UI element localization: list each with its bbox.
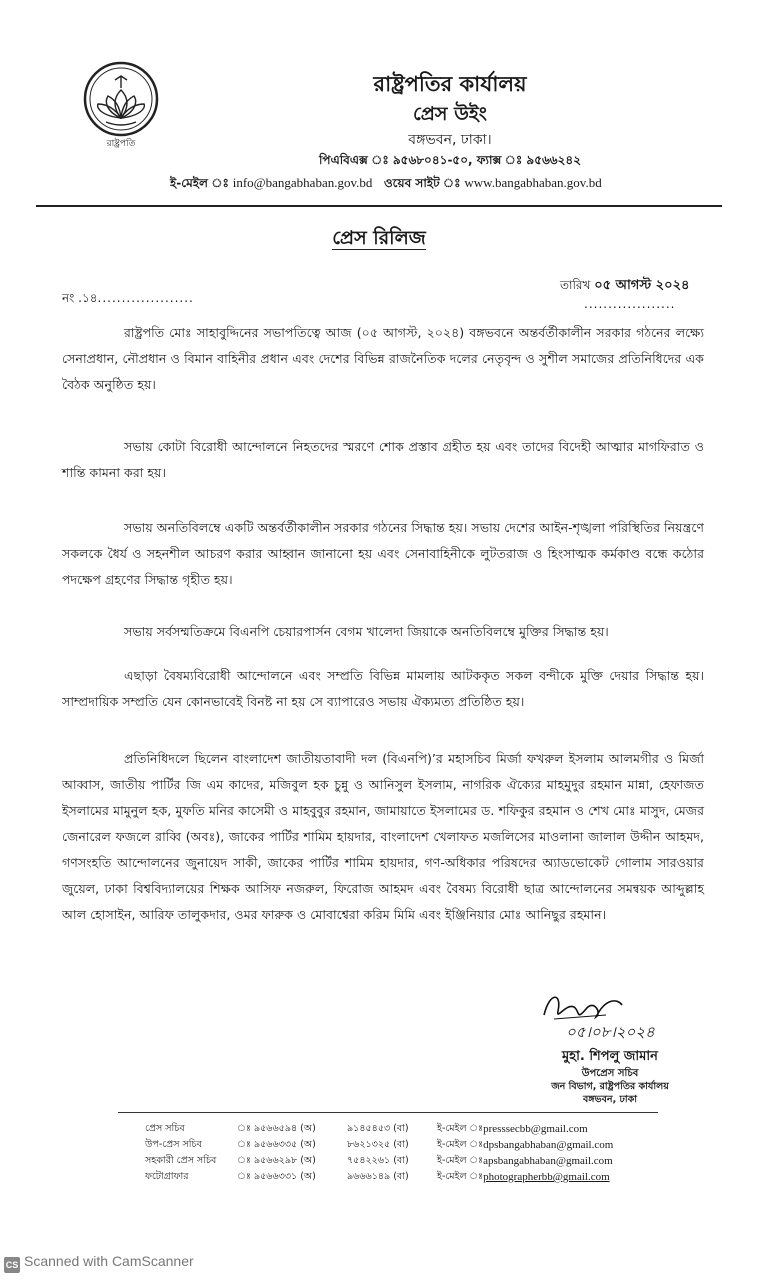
email-label: ই-মেইল ঃ — [170, 176, 229, 190]
reference-number: নং .১৪.................... — [62, 291, 194, 305]
header-divider — [36, 205, 722, 207]
footer-email: apsbangabhaban@gmail.com — [483, 1155, 613, 1167]
footer-phone-home: ৭৫৪২২৬১ (বা) — [347, 1154, 409, 1166]
footer-role: ফটোগ্রাফার — [145, 1170, 189, 1182]
footer-role: উপ-প্রেস সচিব — [145, 1138, 202, 1150]
press-wing-title: প্রেস উইং — [413, 103, 487, 125]
signatory-designation: উপপ্রেস সচিব — [581, 1068, 639, 1079]
document-title-text: প্রেস রিলিজ — [332, 227, 426, 249]
reference-value: ১৪ — [81, 291, 98, 305]
footer-phone-home: ৯৬৬৬১৪৯ (বা) — [347, 1170, 409, 1182]
paragraph-text: প্রতিনিধিদলে ছিলেন বাংলাদেশ জাতীয়তাবাদী দল (বিএনপি)’র মহাসচিব মির্জা ফখরুল ইসলাম আলমগীর ও মির্জা আব্বাস, জাতীয় পার্টির জি এম কাদের, মজিবুল হক চুন্নু ও আনিসুল ইসলাম, নাগরিক ঐক্যের মাহমুদুর রহমান মান্না, হেফাজত ইসলামের মামুনুল হক, মুফতি মনির কাসেমী ও মাহবুবুর রহমান, জামায়াতে ইসলামের ড. শফিকুর রহমান ও শেখ মোঃ মাসুদ, মেজর জেনারেল ফজলে রাব্বি (অবঃ), জাকের পার্টির শামিম হায়দার, বাংলাদেশ খেলাফত মজলিসের মাওলানা জালাল উদ্দীন আহমদ, গণসংহতি আন্দোলনের জুনায়েদ সাকী, জাকের পার্টির শামিম হায়দার, গণ-অধিকার পরিষদের অ্যাডভোকেট গোলাম সারওয়ার জুয়েল, ঢাকা বিশ্ববিদ্যালয়ের শিক্ষক আসিফ নজরুল, ফিরোজ আহমদ এবং বৈষম্য বিরোধী ছাত্র আন্দোলনের সমন্বয়ক আব্দুল্লাহ আল হোসাইন, আরিফ তালুকদার, ওমর ফারুক ও মোবাশ্বেরা করিম মিমি এবং ইঞ্জিনিয়ার মোঃ আনিছুর রহমান। — [62, 751, 704, 922]
email-address: info@bangabhaban.gov.bd — [232, 175, 373, 190]
footer-phone-home: ৮৬২১৩২৫ (বা) — [347, 1138, 409, 1150]
camscanner-logo-icon: CS — [4, 1257, 20, 1273]
footer-email: presssecbb@gmail.com — [483, 1123, 588, 1135]
signatory-place: বঙ্গভবন, ঢাকা — [582, 1094, 638, 1105]
footer-phone-home: ৯১৪৫৪৫৩ (বা) — [347, 1122, 409, 1134]
footer-email: photographerbb@gmail.com — [483, 1171, 610, 1183]
signatory-department: জন বিভাগ, রাষ্ট্রপতির কার্যালয় — [551, 1081, 669, 1092]
watermark-text: Scanned with CamScanner — [24, 1253, 194, 1269]
paragraph-text: সভায় সর্বসম্মতিক্রমে বিএনপি চেয়ারপার্সন বেগম খালেদা জিয়াকে অনতিবিলম্বে মুক্তির সিদ্ধান্ত হয়। — [124, 624, 609, 639]
paragraph-3 — [62, 515, 704, 593]
office-title: রাষ্ট্রপতির কার্যালয় — [373, 72, 527, 96]
seal-caption: রাষ্ট্রপতি — [106, 139, 136, 149]
paragraph-4 — [62, 619, 704, 645]
signature-handwriting — [536, 985, 686, 1040]
footer-email-label: ই-মেইল ঃ — [437, 1154, 484, 1166]
date-label: তারিখ — [560, 278, 591, 292]
footer-row — [145, 1121, 613, 1137]
office-address: বঙ্গভবন, ঢাকা। — [408, 132, 492, 148]
footer-role: প্রেস সচিব — [145, 1122, 185, 1134]
footer-contacts — [145, 1121, 613, 1185]
release-date — [560, 276, 689, 311]
footer-row — [145, 1169, 613, 1185]
footer-phone-office: ঃ ৯৫৬৬২৯৮ (অ) — [237, 1154, 316, 1166]
footer-phone-office: ঃ ৯৫৬৬৫৯৪ (অ) — [237, 1122, 316, 1134]
reference-label: নং — [62, 291, 75, 305]
paragraph-2 — [62, 434, 704, 486]
paragraph-text: রাষ্ট্রপতি মোঃ সাহাবুদ্দিনের সভাপতিত্বে আজ (০৫ আগস্ট, ২০২৪) বঙ্গভবনে অন্তর্বর্তীকালীন সরকার গঠনের লক্ষ্যে সেনাপ্রধান, নৌপ্রধান ও বিমান বাহিনীর প্রধান এবং দেশের বিভিন্ন রাজনৈতিক দলের নেতৃবৃন্দ ও সুশীল সমাজের প্রতিনিধিদের এক বৈঠক অনুষ্ঠিত হয়। — [62, 325, 704, 392]
signature-date: ০৫।০৮।২০২৪ — [566, 1023, 655, 1040]
footer-email: dpsbangabhaban@gmail.com — [483, 1139, 614, 1151]
footer-row — [145, 1153, 613, 1169]
footer-phone-office: ঃ ৯৫৬৬৩৩৫ (অ) — [237, 1138, 316, 1150]
footer-divider — [118, 1112, 658, 1113]
footer-row — [145, 1137, 613, 1153]
contact-line — [170, 175, 602, 195]
footer-email-label: ই-মেইল ঃ — [437, 1170, 484, 1182]
paragraph-text: এছাড়া বৈষম্যবিরোধী আন্দোলনে এবং সম্প্রতি বিভিন্ন মামলায় আটককৃত সকল বন্দীকে মুক্তি দেয়ার সিদ্ধান্ত হয়। সাম্প্রদায়িক সম্প্রতি যেন কোনভাবেই বিনষ্ট না হয় সে ব্যাপারেও সভায় ঐক্যমত্য প্রতিষ্ঠিত হয়। — [62, 668, 704, 709]
footer-role: সহকারী প্রেস সচিব — [145, 1154, 217, 1166]
presidential-seal-logo — [80, 58, 162, 150]
footer-email-label: ই-মেইল ঃ — [437, 1122, 484, 1134]
paragraph-text: সভায় অনতিবিলম্বে একটি অন্তর্বর্তীকালীন সরকার গঠনের সিদ্ধান্ত হয়। সভায় দেশের আইন-শৃঙ্খলা পরিস্থিতির নিয়ন্ত্রণে সকলকে ধৈর্য ও সহনশীল আচরণ করার আহ্বান জানানো হয় এবং সেনাবাহিনীকে লুটতরাজ ও হিংসাত্মক কর্মকাণ্ড বন্ধে কঠোর পদক্ষেপ গ্রহণের সিদ্ধান্ত গৃহীত হয়। — [62, 520, 704, 587]
website-label: ওয়েব সাইট ঃ — [383, 176, 461, 190]
paragraph-6 — [62, 746, 704, 928]
document-title — [0, 224, 758, 256]
paragraph-text: সভায় কোটা বিরোধী আন্দোলনে নিহতদের স্মরণে শোক প্রস্তাব গ্রহীত হয় এবং তাদের বিদেহী আত্মার মাগফিরাত ও শান্তি কামনা করা হয়। — [62, 439, 704, 480]
paragraph-5 — [62, 663, 704, 715]
date-value: ০৫ আগস্ট ২০২৪ — [594, 278, 690, 293]
phone-fax-line: পিএবিএক্স ঃ ৯৫৬৮০৪১-৫০, ফ্যাক্স ঃ ৯৫৬৬২৪২ — [319, 153, 581, 167]
signatory-name: মুহা. শিপলু জামান — [562, 1049, 658, 1064]
website-address: www.bangabhaban.gov.bd — [464, 175, 602, 190]
reference-dots: .................... — [97, 291, 194, 305]
camscanner-watermark — [4, 1253, 194, 1273]
footer-email-label: ই-মেইল ঃ — [437, 1138, 484, 1150]
paragraph-1 — [62, 320, 704, 398]
date-dots: ................... — [584, 297, 676, 311]
footer-phone-office: ঃ ৯৫৬৬৩৩১ (অ) — [237, 1170, 316, 1182]
